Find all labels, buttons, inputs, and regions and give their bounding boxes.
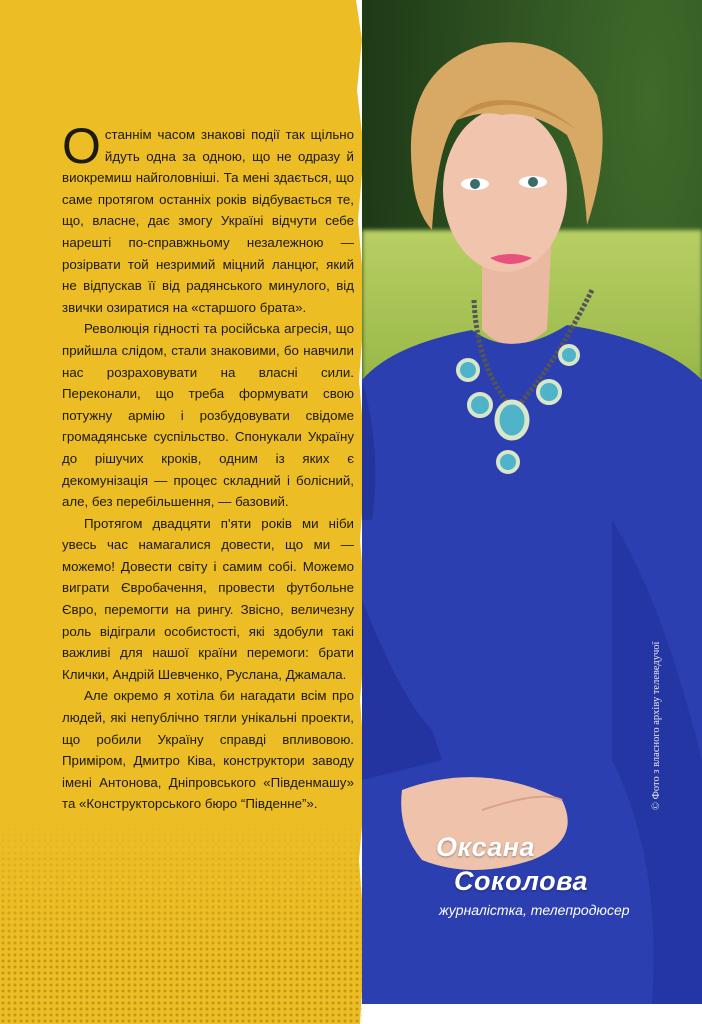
paragraph-1-text: станнім часом знакові події так щільно йдуть одна за одною, що не одразу й виокремиш найголовніші. Та мені здається, що саме протягом останніх років відбувається те, що, власне, дає змогу Україні відчути себе нарешті по-справжньому незалежною — розірвати той незримий міцний ланцюг, який не відпускав її від радянського минулого, від звички озиратися на «старшого брата». [62, 127, 354, 315]
dropcap-letter: О [62, 118, 101, 174]
author-role: журналістка, телепродюсер [439, 902, 630, 918]
article-paragraph-1 [62, 118, 354, 318]
author-first-name: Оксана [436, 832, 536, 862]
article-body [62, 118, 354, 815]
halftone-pattern [0, 820, 362, 1024]
author-last-name: Соколова [454, 866, 589, 896]
photo-credit: © Фото з власного архіву телеведучої [651, 641, 662, 810]
article-paragraph-3: Протягом двадцяти п'яти років ми ніби увесь час намагалися довести, що ми — можемо! Довести світу і самим собі. Можемо виграти Євробачення, провести футбольне Євро, перемогти на рингу. Звісно, величезну роль відіграли особистості, які здобули такі важливі для нашої країни перемоги: брати Клички, Андрій Шевченко, Руслана, Джамала. [62, 515, 354, 682]
article-paragraph-2: Революція гідності та російська агресія, що прийшла слідом, стали знаковими, бо навчили нас розраховувати на власні сили. Переконали, що треба формувати свою потужну армію і розбудовувати свідоме громадянське суспільство. Спонукали Україну до рішучих кроків, одним із яких є декомунізація — процес складний і болісний, але, без перебільшення, — базовий. [62, 321, 354, 510]
article-paragraph-4: Але окремо я хотіла би нагадати всім про людей, які непублічно тягли унікальні проекти, що робили Україну справді впливовою. Приміром, Дмитро Ківа, конструктори заводу імені Антонова, Дніпровського «Південмашу» та «Конструкторського бюро “Південне”». [62, 688, 354, 812]
